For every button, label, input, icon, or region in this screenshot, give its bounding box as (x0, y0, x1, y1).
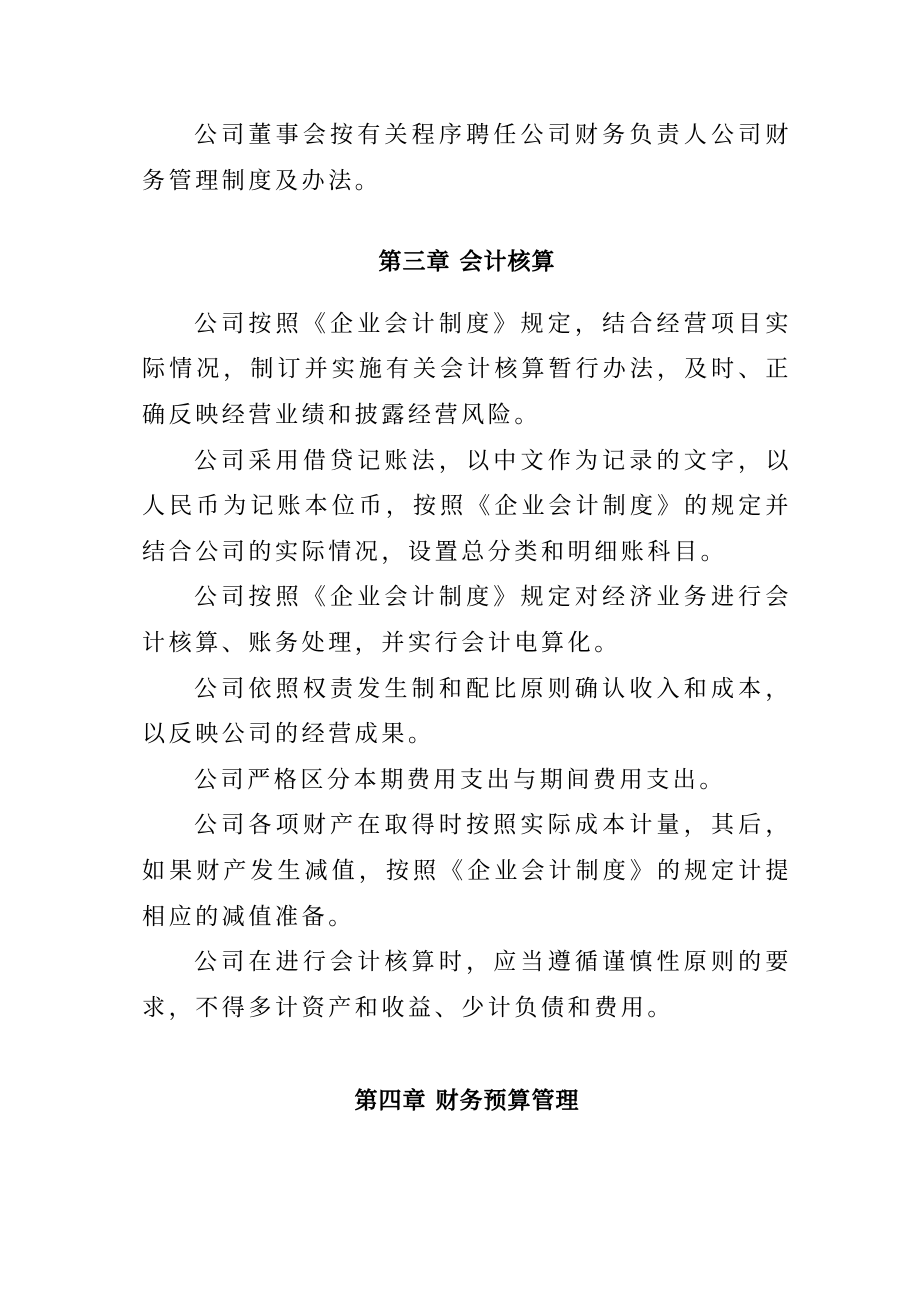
chapter-3-paragraph-7: 公司在进行会计核算时，应当遵循谨慎性原则的要求，不得多计资产和收益、少计负债和费用。 (142, 949, 792, 1021)
chapter-4-heading: 第四章 财务预算管理 (354, 1088, 580, 1115)
chapter-3-heading: 第三章 会计核算 (378, 249, 556, 276)
chapter-3-paragraph-3: 公司按照《企业会计制度》规定对经济业务进行会计核算、账务处理，并实行会计电算化。 (142, 584, 792, 656)
chapter-3-paragraph-6: 公司各项财产在取得时按照实际成本计量，其后，如果财产发生减值，按照《企业会计制度》的规定计提相应的减值准备。 (142, 812, 792, 930)
chapter-3-paragraph-2: 公司采用借贷记账法，以中文作为记录的文字，以人民币为记账本位币，按照《企业会计制度》的规定并结合公司的实际情况，设置总分类和明细账科目。 (142, 447, 792, 565)
chapter-3-paragraph-4: 公司依照权责发生制和配比原则确认收入和成本，以反映公司的经营成果。 (142, 675, 792, 748)
chapter-3-paragraph-1: 公司按照《企业会计制度》规定，结合经营项目实际情况，制订并实施有关会计核算暂行办法，及时、正确反映经营业绩和披露经营风险。 (142, 310, 792, 428)
chapter-3-paragraph-5: 公司严格区分本期费用支出与期间费用支出。 (194, 766, 726, 793)
document-body (142, 113, 792, 1125)
intro-paragraph: 公司董事会按有关程序聘任公司财务负责人公司财务管理制度及办法。 (142, 122, 792, 194)
